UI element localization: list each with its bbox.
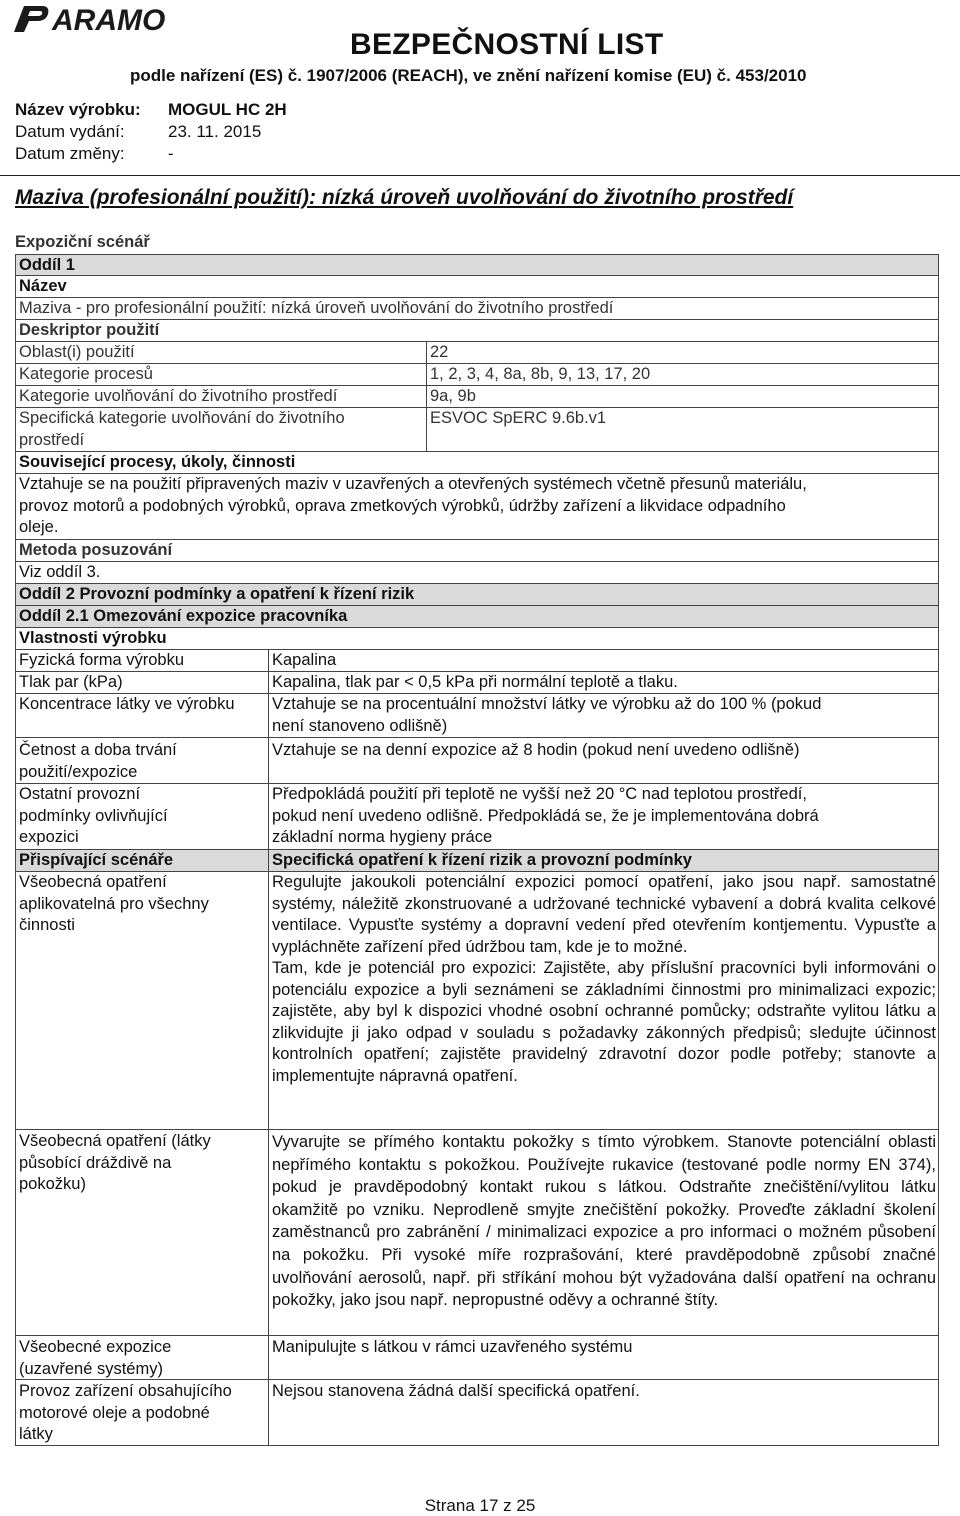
oblast-label: Oblast(i) použití	[19, 343, 135, 361]
table-row	[15, 364, 939, 386]
issue-date-label: Datum vydání:	[15, 122, 125, 141]
table-row	[15, 320, 939, 342]
vseobecne-expozice-label	[16, 1336, 268, 1379]
oddil-1-heading: Oddíl 1	[19, 256, 75, 274]
table-row	[15, 628, 939, 650]
vseobecna-1-label-line: Všeobecná opatření	[19, 873, 167, 891]
vseobecna-1-paragraph: Regulujte jakoukoli potenciální expozici pomocí opatření, jako jsou např. samostatné systémy, náležitě zkonstruované a udržované technické vybavení a dobrá kvalita celkové ventilace. Vypusťte systémy a dopravní vedení před otevřením kontjementu. Vypusťte a vypláchněte zařízení před údržbou tam, kde je to možné.	[272, 873, 936, 956]
tlak-label: Tlak par (kPa)	[19, 673, 123, 691]
table-row	[15, 408, 939, 452]
spec-value: ESVOC SpERC 9.6b.v1	[426, 408, 940, 451]
product-name-value: MOGUL HC 2H	[168, 100, 287, 119]
spec-label-line: prostředí	[19, 430, 85, 449]
product-name-line	[15, 100, 287, 120]
spec-label-line: Specifická kategorie uvolňování do životního	[19, 409, 345, 427]
main-title: Maziva (profesionální použití): nízká úroveň uvolňování do životního prostředí	[15, 186, 794, 209]
nazev-heading: Název	[19, 277, 67, 295]
ostatni-line: základní norma hygieny práce	[272, 828, 493, 846]
souvisejici-line: provoz motorů a podobných výrobků, oprava zmetkových výrobků, údržby zařízení a likvidace odpadního	[19, 496, 786, 515]
ostatni-label-line: Ostatní provozní	[19, 785, 141, 803]
metoda-value: Viz oddíl 3.	[19, 563, 101, 581]
ostatni-label-line: podmínky ovlivňující	[19, 806, 168, 825]
proces-label: Kategorie procesů	[19, 365, 153, 383]
paramo-logo	[12, 2, 212, 34]
vseobecna-2-value: Vyvarujte se přímého kontaktu pokožky s tímto výrobkem. Stanovte potenciální oblasti nepřímého kontaktu s pokožkou. Používejte rukavice (testované podle normy EN 374), pokud je pravděpodobný kontakt rukou s látkou. Odstraňte znečištění/vylitou látku okamžitě po vzniku. Neprodleně smyjte znečištění pokožky. Proveďte základní školení zaměstnanců pro zabránění / minimalizaci expozice a pro informaci o možném působení na pokožku. Při vysoké míře rozprašování, které pravděpodobně způsobí značné uvolňování aerosolů, např. při stříkání mohou být vyžadována další opatření na ochranu pokožky, jako jsou např. nepropustné oděvy a ochranné štíty.	[268, 1130, 940, 1335]
product-name-label: Název výrobku:	[15, 100, 141, 119]
vlastnosti-heading: Vlastnosti výrobku	[19, 629, 167, 647]
oblast-value: 22	[426, 342, 940, 363]
spec-label	[16, 408, 426, 451]
provoz-label-line: látky	[19, 1425, 53, 1443]
table-row	[15, 1380, 939, 1446]
change-date-line	[15, 144, 174, 164]
table-row	[15, 562, 939, 584]
table-row	[15, 694, 939, 738]
proces-value: 1, 2, 3, 4, 8a, 8b, 9, 13, 17, 20	[426, 364, 940, 385]
table-row	[15, 342, 939, 364]
document-subtitle: podle nařízení (ES) č. 1907/2006 (REACH), ve znění nařízení komise (EU) č. 453/2010	[130, 66, 807, 85]
vseobecne-expozice-label-line: Všeobecné expozice	[19, 1338, 172, 1356]
provoz-label-line: Provoz zařízení obsahujícího	[19, 1382, 232, 1400]
vseobecna-1-paragraph: Tam, kde je potenciál pro expozici: Zajistěte, aby příslušní pracovníci byli informováni o potenciálu expozice a byli seznámeni se základními činnostmi pro minimalizaci expozic; zajistěte, aby byl k dispozici vhodné osobní ochranné pomůcky; odstraňte vylitou látku a zlikvidujte ji jako odpad v souladu s požadavky zákonných předpisů; sledujte účinnost kontrolních opatření; zajistěte pravidelný zdravotní dozor podle potřeby; stanovte a implementujte nápravná opatření.	[272, 959, 936, 1085]
forma-value: Kapalina	[268, 650, 940, 671]
souvisejici-text	[19, 474, 935, 539]
table-row	[15, 540, 939, 562]
souvisejici-line: oleje.	[19, 518, 59, 536]
table-row	[15, 298, 939, 320]
ostatni-label-line: expozici	[19, 828, 79, 846]
metoda-heading: Metoda posuzování	[19, 541, 173, 559]
table-row	[15, 606, 939, 628]
vseobecna-1-label-line: činnosti	[19, 916, 75, 934]
change-date-value: -	[168, 144, 174, 163]
vseobecne-expozice-label-line: (uzavřené systémy)	[19, 1359, 163, 1378]
provoz-label-line: motorové oleje a podobné	[19, 1403, 210, 1422]
ostatni-line: Předpokládá použití při teplotě ne vyšší než 20 °C nad teplotou prostředí,	[272, 785, 807, 803]
table-row	[15, 784, 939, 850]
page-number: Strana 17 z 25	[424, 1496, 536, 1515]
table-row	[15, 584, 939, 606]
uvolnovani-value: 9a, 9b	[426, 386, 940, 407]
vseobecna-2-label	[16, 1130, 268, 1335]
ostatni-label	[16, 784, 268, 849]
header-divider	[0, 175, 960, 176]
vseobecne-expozice-value: Manipulujte s látkou v rámci uzavřeného systému	[268, 1336, 940, 1379]
koncentrace-value	[268, 694, 940, 737]
table-row	[15, 254, 939, 276]
issue-date-value: 23. 11. 2015	[168, 122, 262, 141]
cetnost-value: Vztahuje se na denní expozice až 8 hodin (pokud není uvedeno odlišně)	[268, 738, 940, 783]
cetnost-label	[16, 738, 268, 783]
vseobecna-2-label-line: Všeobecná opatření (látky	[19, 1132, 211, 1150]
table-row	[15, 672, 939, 694]
cetnost-label-line: použití/expozice	[19, 762, 138, 781]
table-row	[15, 386, 939, 408]
cetnost-label-line: Četnost a doba trvání	[19, 741, 177, 759]
table-row	[15, 872, 939, 1130]
koncentrace-line: není stanoveno odlišně)	[272, 716, 448, 735]
specificka-heading: Specifická opatření k řízení rizik a provozní podmínky	[268, 850, 940, 871]
ostatni-value	[268, 784, 940, 849]
tlak-value: Kapalina, tlak par < 0,5 kPa při normální teplotě a tlaku.	[268, 672, 940, 693]
provoz-value: Nejsou stanovena žádná další specifická opatření.	[268, 1380, 940, 1445]
forma-label: Fyzická forma výrobku	[19, 651, 185, 669]
vseobecna-2-label-line: pokožku)	[19, 1175, 86, 1193]
koncentrace-label: Koncentrace látky ve výrobku	[19, 695, 235, 713]
souvisejici-heading: Související procesy, úkoly, činnosti	[19, 453, 296, 471]
vseobecna-1-label	[16, 872, 268, 1129]
table-row	[15, 738, 939, 784]
koncentrace-line: Vztahuje se na procentuální množství látky ve výrobku až do 100 % (pokud	[272, 695, 822, 713]
vseobecna-1-value	[268, 872, 940, 1129]
table-row	[15, 1130, 939, 1336]
document-title: BEZPEČNOSTNÍ LIST	[350, 28, 664, 61]
table-row	[15, 276, 939, 298]
prispivajici-heading: Přispívající scénáře	[19, 851, 174, 869]
uvolnovani-label: Kategorie uvolňování do životního prostředí	[19, 387, 338, 405]
svg-text:ARAMO: ARAMO	[52, 4, 166, 34]
nazev-value: Maziva - pro profesionální použití: nízká úroveň uvolňování do životního prostředí	[19, 299, 614, 317]
vseobecna-2-label-line: působící dráždivě na	[19, 1153, 172, 1172]
table-row	[15, 474, 939, 540]
issue-date-line	[15, 122, 261, 142]
vseobecna-1-label-line: aplikovatelná pro všechny	[19, 894, 209, 913]
table-row	[15, 1336, 939, 1380]
change-date-label: Datum změny:	[15, 144, 125, 163]
table-row	[15, 452, 939, 474]
table-row	[15, 850, 939, 872]
provoz-label	[16, 1380, 268, 1445]
ostatni-line: pokud není uvedeno odlišně. Předpokládá se, že je implementována dobrá	[272, 806, 819, 825]
souvisejici-line: Vztahuje se na použití připravených maziv v uzavřených a otevřených systémech včetně přesunů materiálu,	[19, 475, 807, 493]
oddil-2-heading: Oddíl 2 Provozní podmínky a opatření k řízení rizik	[19, 585, 415, 603]
deskriptor-heading: Deskriptor použití	[19, 321, 160, 339]
section-title: Expoziční scénář	[15, 233, 150, 251]
table-row	[15, 650, 939, 672]
oddil-2-1-heading: Oddíl 2.1 Omezování expozice pracovníka	[19, 607, 348, 625]
